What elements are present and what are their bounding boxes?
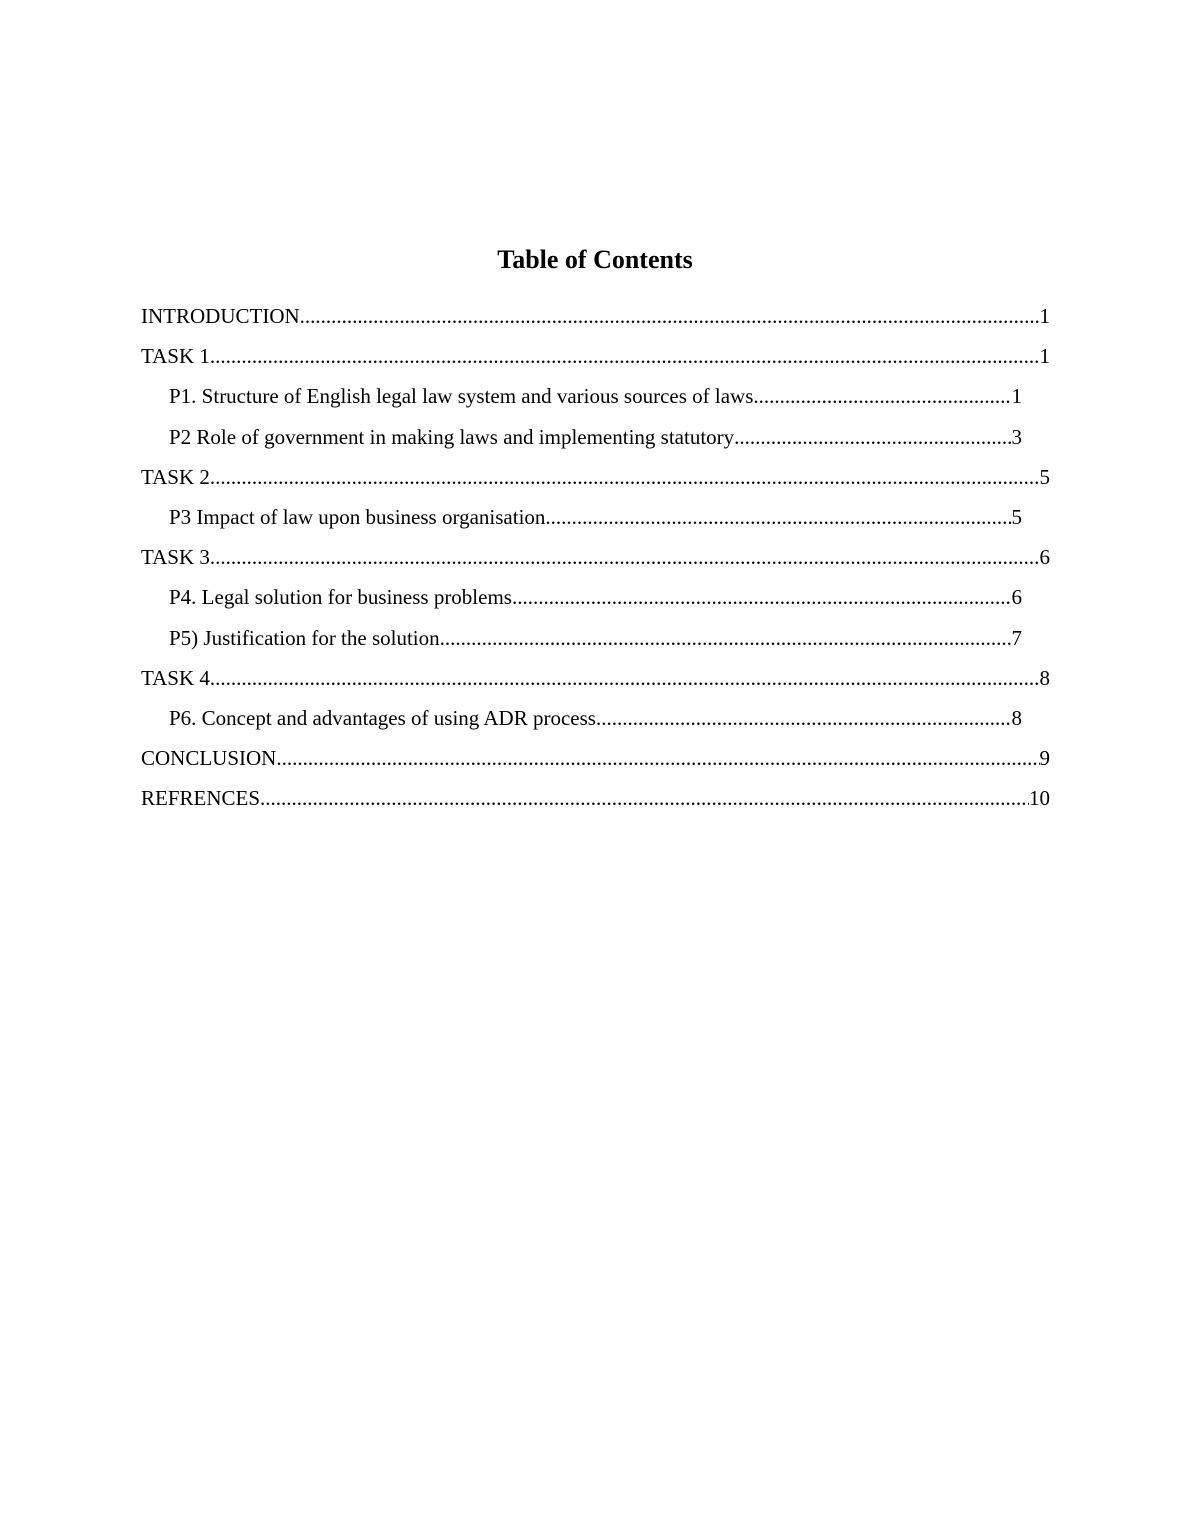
toc-entry-introduction[interactable]	[141, 301, 1050, 341]
toc-entry-p6[interactable]	[169, 703, 1022, 743]
toc-dot-leader	[734, 422, 1011, 452]
toc-page-number: 6	[1039, 545, 1050, 570]
toc-entry-text: CONCLUSION	[141, 746, 277, 771]
toc-dot-leader	[210, 542, 1040, 572]
toc-dot-leader	[300, 301, 1040, 331]
toc-dot-leader	[260, 783, 1029, 813]
toc-dot-leader	[596, 703, 1012, 733]
toc-page-number: 1	[1011, 384, 1022, 409]
toc-entry-text: TASK 3	[141, 545, 210, 570]
toc-dot-leader	[753, 381, 1011, 411]
toc-list	[0, 301, 1190, 823]
toc-entry-task-3[interactable]	[141, 542, 1050, 582]
toc-entry-p4[interactable]	[169, 582, 1022, 622]
toc-entry-text: P4. Legal solution for business problems	[169, 585, 512, 610]
toc-page-number: 5	[1039, 464, 1050, 489]
toc-page-number: 8	[1039, 665, 1050, 690]
toc-page-number: 8	[1011, 705, 1022, 730]
toc-dot-leader	[276, 743, 1039, 773]
toc-entry-task-4[interactable]	[141, 663, 1050, 703]
toc-dot-leader	[210, 663, 1040, 693]
toc-page-number: 1	[1039, 304, 1050, 328]
toc-entry-task-1[interactable]	[141, 341, 1050, 381]
toc-entry-text: P3 Impact of law upon business organisation	[169, 504, 546, 529]
toc-title: Table of Contents	[497, 245, 693, 274]
toc-page-number: 6	[1011, 585, 1022, 610]
toc-entry-text: REFRENCES	[141, 786, 261, 811]
toc-entry-references[interactable]	[141, 783, 1050, 823]
toc-entry-p2[interactable]	[169, 422, 1022, 462]
toc-entry-conclusion[interactable]	[141, 743, 1050, 783]
toc-page-number: 10	[1029, 786, 1050, 811]
toc-entry-text: INTRODUCTION	[141, 304, 300, 328]
toc-page-number: 5	[1011, 504, 1022, 529]
toc-page-number: 7	[1011, 625, 1022, 650]
toc-page-number: 3	[1011, 424, 1022, 449]
toc-dot-leader	[210, 462, 1040, 492]
toc-entry-text: P5) Justification for the solution	[169, 625, 440, 650]
toc-entry-p1[interactable]	[169, 381, 1022, 421]
toc-entry-text: TASK 1	[141, 344, 210, 369]
toc-entry-text: TASK 4	[141, 665, 210, 690]
toc-entry-p5[interactable]	[169, 623, 1022, 663]
toc-dot-leader	[545, 502, 1011, 532]
toc-entry-text: TASK 2	[141, 464, 210, 489]
toc-page-number: 9	[1039, 746, 1050, 771]
toc-page-number: 1	[1039, 344, 1050, 369]
toc-dot-leader	[512, 582, 1012, 612]
toc-dot-leader	[440, 623, 1012, 653]
toc-entry-p3[interactable]	[169, 502, 1022, 542]
toc-entry-text: P6. Concept and advantages of using ADR process	[169, 705, 596, 730]
toc-entry-text: P2 Role of government in making laws and implementing statutory	[169, 424, 735, 449]
toc-entry-text: P1. Structure of English legal law system and various sources of laws	[169, 384, 754, 409]
toc-entry-task-2[interactable]	[141, 462, 1050, 502]
toc-dot-leader	[210, 341, 1040, 371]
